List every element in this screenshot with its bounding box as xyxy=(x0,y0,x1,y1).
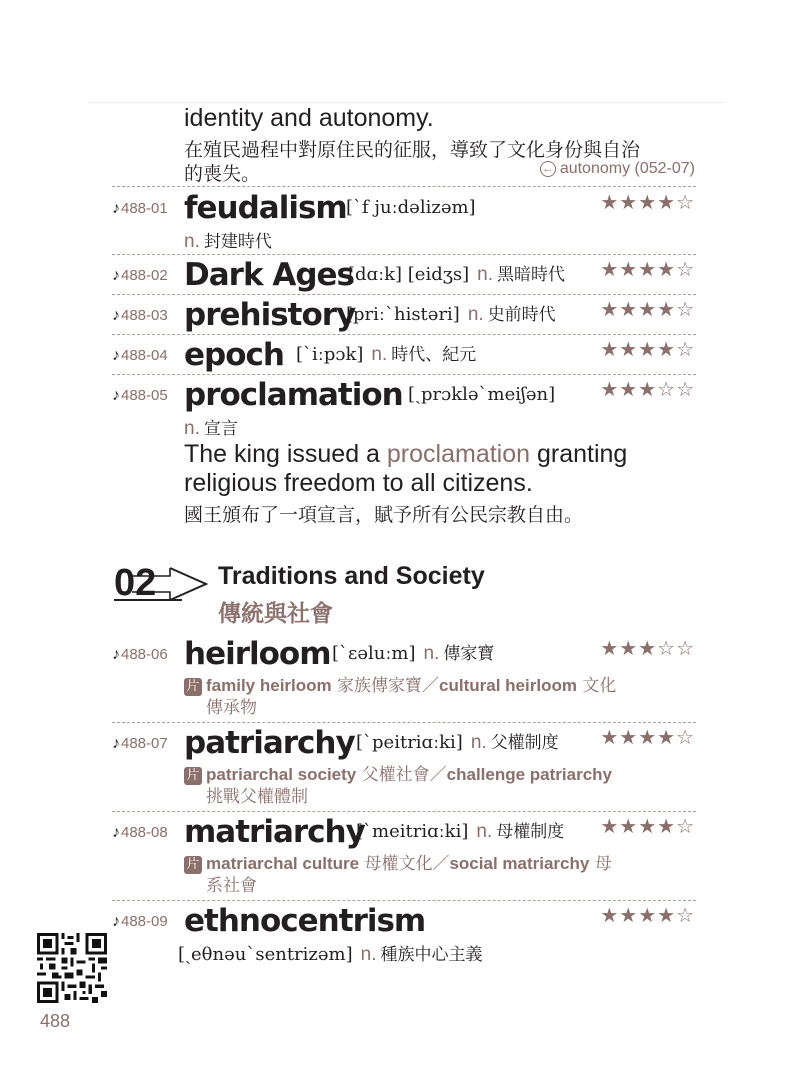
arrow-left-icon: ← xyxy=(540,161,556,177)
top-rule xyxy=(88,102,726,103)
entry-ipa: [ˋf juːdəlizəm] xyxy=(346,197,476,218)
entry-zh: 母權制度 xyxy=(496,822,565,842)
entry-ipa: [priːˋhistəri] xyxy=(346,304,460,325)
entry-number[interactable]: ♪488-08 xyxy=(112,824,168,841)
audio-note-icon: ♪ xyxy=(112,735,120,752)
entry-heirloom xyxy=(0,634,799,674)
entry-pos: n. xyxy=(423,643,440,664)
entry-zh: 宣言 xyxy=(203,419,238,439)
entry-zh: 父權制度 xyxy=(490,733,559,753)
entry-zh: 傳家寶 xyxy=(443,644,495,664)
phrase-badge: 片 xyxy=(184,767,202,785)
cross-reference[interactable] xyxy=(540,160,695,178)
divider xyxy=(112,186,696,187)
star-rating: ★★★☆☆ xyxy=(600,636,695,660)
entry-feudalism xyxy=(0,188,799,228)
entry-zh: 史前時代 xyxy=(487,305,556,325)
audio-note-icon: ♪ xyxy=(112,913,120,930)
audio-note-icon: ♪ xyxy=(112,200,120,217)
example-highlight: proclamation xyxy=(386,440,531,468)
entry-word: epoch xyxy=(184,337,284,373)
cross-reference-text: autonomy (052-07) xyxy=(559,160,695,177)
entry-dark-ages xyxy=(0,255,799,295)
star-rating: ★★★★☆ xyxy=(600,903,695,927)
entry-pos: n. xyxy=(184,231,200,252)
entry-ipa: [ˏprɔkləˋmeiʃən] xyxy=(408,384,556,405)
entry-pos: n. xyxy=(470,732,487,753)
entry-word: feudalism xyxy=(184,190,347,226)
phrase-badge: 片 xyxy=(184,856,202,874)
entry-matriarchy xyxy=(0,812,799,852)
entry-ipa: [dɑːk] [eidʒs] xyxy=(348,264,470,285)
phrase-block: 片 family heirloom 家族傳家寶／cultural heirloom 文化 傳承物 xyxy=(184,675,704,719)
audio-note-icon: ♪ xyxy=(112,387,120,404)
entry-number[interactable]: ♪488-05 xyxy=(112,387,168,404)
entry-patriarchy xyxy=(0,723,799,763)
section-title-en: Traditions and Society xyxy=(218,562,485,590)
entry-word: ethnocentrism xyxy=(184,903,426,939)
section-title-zh: 傳統與社會 xyxy=(218,601,333,627)
entry-zh: 黑暗時代 xyxy=(497,265,566,285)
phrase-badge: 片 xyxy=(184,678,202,696)
star-rating: ★★★★☆ xyxy=(600,814,695,838)
example-sentence-zh: 國王頒布了一項宣言，賦予所有公民宗教自由。 xyxy=(184,504,584,526)
entry-word: Dark Ages xyxy=(184,257,355,293)
entry-number[interactable]: ♪488-02 xyxy=(112,267,168,284)
star-rating: ★★★★☆ xyxy=(600,337,695,361)
entry-number[interactable]: ♪488-07 xyxy=(112,735,168,752)
entry-number[interactable]: ♪488-01 xyxy=(112,200,168,217)
continued-example-zh-1: 在殖民過程中對原住民的征服，導致了文化身份與自治 xyxy=(184,139,641,161)
audio-note-icon: ♪ xyxy=(112,646,120,663)
entry-zh: 時代、紀元 xyxy=(391,345,477,365)
entry-word: heirloom xyxy=(184,636,331,672)
qr-code[interactable] xyxy=(34,930,110,1006)
star-rating: ★★★★☆ xyxy=(600,190,695,214)
entry-number[interactable]: ♪488-04 xyxy=(112,347,168,364)
entry-number[interactable]: ♪488-03 xyxy=(112,307,168,324)
entry-pos: n. xyxy=(371,344,388,365)
entry-number[interactable]: ♪488-06 xyxy=(112,646,168,663)
star-rating: ★★★★☆ xyxy=(600,257,695,281)
entry-word: proclamation xyxy=(184,377,403,413)
continued-example-en: identity and autonomy. xyxy=(184,104,434,132)
entry-number[interactable]: ♪488-09 xyxy=(112,913,168,930)
entry-ipa: [ˋɛəluːm] xyxy=(332,643,416,664)
continued-example-zh-2: 的喪失。 xyxy=(184,163,261,185)
entry-zh: 封建時代 xyxy=(203,232,272,252)
entry-word: matriarchy xyxy=(184,814,365,850)
star-rating: ★★★★☆ xyxy=(600,297,695,321)
entry-word: patriarchy xyxy=(184,725,355,761)
entry-ipa: [ˋmeitriɑːki] xyxy=(356,821,469,842)
example-sentence-en: The king issued a proclamation granting religious freedom to all citizens. xyxy=(184,440,628,497)
entry-epoch xyxy=(0,335,799,375)
entry-prehistory xyxy=(0,295,799,335)
audio-note-icon: ♪ xyxy=(112,824,120,841)
star-rating: ★★★★☆ xyxy=(600,725,695,749)
page-number: 488 xyxy=(40,1011,71,1031)
entry-ipa: [ˏeθnəuˋsentrizəm] xyxy=(178,944,353,965)
audio-note-icon: ♪ xyxy=(112,307,120,324)
audio-note-icon: ♪ xyxy=(112,347,120,364)
entry-pos: n. xyxy=(476,821,493,842)
entry-ipa: [ˋiːpɔk] xyxy=(296,344,364,365)
entry-pos: n. xyxy=(360,944,377,965)
entry-pos: n. xyxy=(477,264,494,285)
star-rating: ★★★☆☆ xyxy=(600,377,695,401)
entry-ethnocentrism xyxy=(0,901,799,941)
entry-pos: n. xyxy=(467,304,484,325)
entry-pos: n. xyxy=(184,418,200,439)
entry-word: prehistory xyxy=(184,297,356,333)
audio-note-icon: ♪ xyxy=(112,267,120,284)
phrase-block: 片 patriarchal society 父權社會／challenge patriarchy 挑戰父權體制 xyxy=(184,764,704,808)
entry-proclamation xyxy=(0,375,799,415)
phrase-block: 片 matriarchal culture 母權文化／social matriarchy 母 系社會 xyxy=(184,853,704,897)
section-number: 02 xyxy=(114,562,157,604)
entry-zh: 種族中心主義 xyxy=(380,945,483,965)
entry-ipa: [ˋpeitriɑːki] xyxy=(356,732,463,753)
